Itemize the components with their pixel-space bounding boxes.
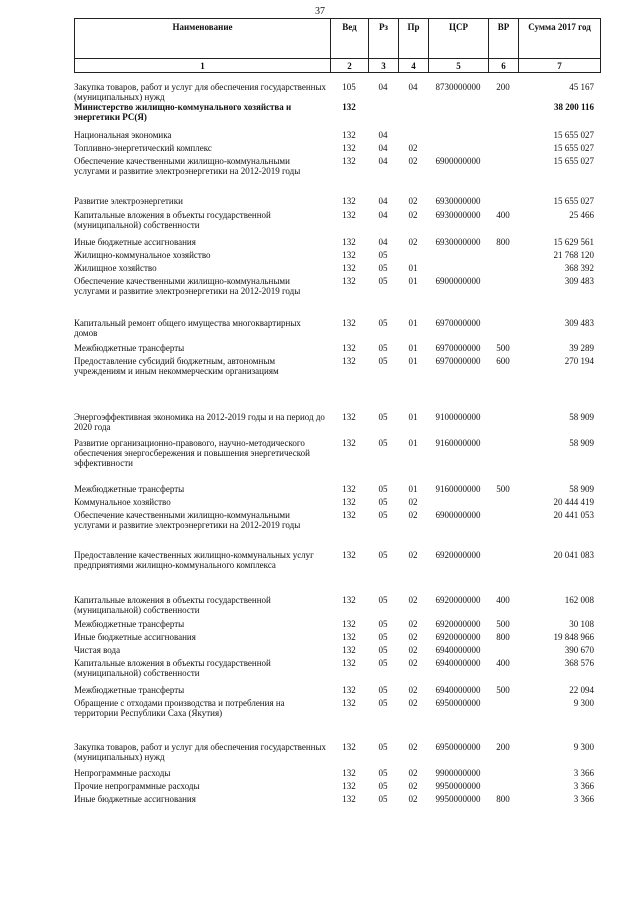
cell-name: Капитальные вложения в объекты государственной (муниципальной) собственности: [74, 595, 271, 615]
cell-vr: [488, 768, 518, 781]
cell-rz: 05: [378, 510, 388, 520]
cell-sum: 309 483: [564, 276, 594, 286]
cell-csr: 6940000000: [435, 685, 481, 695]
cell-vr: [488, 143, 518, 156]
cell-ved: 105: [342, 82, 356, 92]
cell-vr: [488, 263, 518, 276]
table-row: [74, 263, 600, 276]
table-row: [74, 130, 600, 143]
cell-name: Жилищное хозяйство: [74, 263, 157, 273]
cell-csr: 9900000000: [435, 768, 481, 778]
header-num: 2: [331, 59, 369, 73]
table-row: [74, 742, 600, 768]
cell-sum: 15 655 027: [553, 196, 594, 206]
cell-name: Национальная экономика: [74, 130, 172, 140]
cell-name: Обеспечение качественными жилищно-коммунальными услугами и развитие электроэнергетики на 2012-2019 годы: [74, 156, 301, 176]
cell-csr: [428, 102, 488, 130]
cell-ved: 132: [342, 595, 356, 605]
cell-ved: 132: [342, 632, 356, 642]
cell-ved: 132: [342, 343, 356, 353]
cell-sum: 58 909: [569, 412, 594, 422]
cell-csr: 9100000000: [435, 412, 481, 422]
cell-vr: [488, 438, 518, 484]
table-row: [74, 595, 600, 619]
cell-csr: 6930000000: [435, 237, 481, 247]
cell-pr: [398, 250, 428, 263]
cell-name: Развитие организационно-правового, научно-методического обеспечения энергосбережения и повышения энергетической эффективности: [74, 438, 310, 468]
cell-rz: 05: [378, 794, 388, 804]
cell-sum: 58 909: [569, 438, 594, 448]
cell-csr: 6930000000: [435, 210, 481, 220]
cell-rz: 05: [378, 438, 388, 448]
cell-vr: 500: [496, 619, 510, 629]
cell-ved: 132: [342, 412, 356, 422]
cell-pr: 02: [408, 742, 418, 752]
cell-pr: [398, 102, 428, 130]
table-header: [74, 18, 601, 73]
table-row: [74, 210, 600, 237]
cell-csr: 6920000000: [435, 632, 481, 642]
table-row: [74, 484, 600, 497]
cell-vr: 500: [496, 685, 510, 695]
table-row: [74, 143, 600, 156]
cell-ved: 132: [342, 356, 356, 366]
cell-vr: 400: [496, 210, 510, 220]
cell-pr: 01: [408, 356, 418, 366]
cell-rz: 04: [378, 130, 388, 140]
cell-csr: 6920000000: [435, 595, 481, 605]
table-row: [74, 196, 600, 210]
cell-rz: 05: [378, 685, 388, 695]
cell-ved: 132: [342, 619, 356, 629]
cell-name: Капитальные вложения в объекты государственной (муниципальной) собственности: [74, 658, 271, 678]
table-row: [74, 343, 600, 356]
cell-ved: 132: [342, 438, 356, 448]
cell-name: Жилищно-коммунальное хозяйство: [74, 250, 211, 260]
cell-sum: 58 909: [569, 484, 594, 494]
header-sum: Сумма 2017 год: [519, 19, 601, 59]
cell-ved: 132: [342, 768, 356, 778]
cell-pr: 02: [408, 768, 418, 778]
header-num: 3: [369, 59, 399, 73]
cell-ved: 132: [342, 794, 356, 804]
cell-rz: 05: [378, 658, 388, 668]
cell-vr: 400: [496, 658, 510, 668]
cell-sum: 15 655 027: [553, 156, 594, 166]
cell-rz: 05: [378, 698, 388, 708]
table-row: [74, 658, 600, 685]
cell-sum: 20 441 053: [553, 510, 594, 520]
cell-name: Капитальный ремонт общего имущества многоквартирных домов: [74, 318, 301, 338]
table-row: [74, 768, 600, 781]
cell-csr: [428, 250, 488, 263]
cell-csr: 6900000000: [435, 510, 481, 520]
cell-sum: 368 576: [564, 658, 594, 668]
cell-sum: 25 466: [569, 210, 594, 220]
cell-pr: 02: [408, 698, 418, 708]
cell-csr: [428, 130, 488, 143]
cell-ved: 132: [342, 143, 356, 153]
cell-rz: 05: [378, 632, 388, 642]
cell-name: Межбюджетные трансферты: [74, 685, 185, 695]
header-num: 7: [519, 59, 601, 73]
cell-name: Иные бюджетные ассигнования: [74, 794, 196, 804]
cell-vr: 800: [496, 794, 510, 804]
cell-csr: 6930000000: [435, 196, 481, 206]
cell-sum: 20 444 419: [553, 497, 594, 507]
cell-pr: 02: [408, 685, 418, 695]
cell-name: Закупка товаров, работ и услуг для обеспечения государственных (муниципальных) нужд: [74, 742, 327, 762]
cell-csr: 6970000000: [435, 343, 481, 353]
cell-rz: 04: [378, 143, 388, 153]
cell-name: Энергоэффективная экономика на 2012-2019 годы и на период до 2020 года: [74, 412, 325, 432]
cell-ved: 132: [342, 250, 356, 260]
cell-ved: 132: [342, 510, 356, 520]
header-num: 6: [489, 59, 519, 73]
cell-vr: [488, 781, 518, 794]
cell-csr: 6970000000: [435, 318, 481, 328]
cell-vr: [488, 130, 518, 143]
cell-name: Коммунальное хозяйство: [74, 497, 171, 507]
table-row: [74, 632, 600, 645]
header-csr: ЦСР: [429, 19, 489, 59]
header-pr: Пр: [399, 19, 429, 59]
cell-csr: 6950000000: [435, 742, 481, 752]
header-num: 5: [429, 59, 489, 73]
cell-pr: [398, 130, 428, 143]
table-row: [74, 510, 600, 550]
cell-pr: 02: [408, 497, 418, 507]
cell-pr: 02: [408, 550, 418, 560]
table-row: [74, 781, 600, 794]
cell-pr: 01: [408, 276, 418, 286]
cell-rz: 05: [378, 619, 388, 629]
cell-ved: 132: [342, 550, 356, 560]
cell-sum: 3 366: [573, 768, 594, 778]
cell-pr: 04: [408, 82, 418, 92]
cell-sum: 368 392: [564, 263, 594, 273]
cell-name: Капитальные вложения в объекты государственной (муниципальной) собственности: [74, 210, 271, 230]
cell-rz: 04: [378, 196, 388, 206]
cell-vr: [488, 156, 518, 196]
cell-ved: 132: [342, 645, 356, 655]
cell-rz: 05: [378, 356, 388, 366]
cell-csr: 6940000000: [435, 645, 481, 655]
cell-pr: 02: [408, 794, 418, 804]
cell-vr: [488, 645, 518, 658]
cell-sum: 9 300: [573, 698, 594, 708]
cell-csr: 9950000000: [435, 781, 481, 791]
cell-rz: 05: [378, 781, 388, 791]
cell-vr: [488, 250, 518, 263]
cell-name: Закупка товаров, работ и услуг для обеспечения государственных (муниципальных) нужд: [74, 82, 327, 102]
cell-csr: 6920000000: [435, 619, 481, 629]
cell-sum: 20 041 083: [553, 550, 594, 560]
cell-name: Непрограммные расходы: [74, 768, 171, 778]
cell-vr: 500: [496, 484, 510, 494]
cell-pr: 01: [408, 412, 418, 422]
cell-csr: 6900000000: [435, 156, 481, 166]
table-body: [74, 82, 600, 807]
cell-ved: 132: [342, 658, 356, 668]
cell-rz: 05: [378, 497, 388, 507]
cell-ved: 132: [342, 781, 356, 791]
cell-vr: [488, 276, 518, 318]
table-row: [74, 438, 600, 484]
cell-name: Предоставление качественных жилищно-коммунальных услуг предприятиями жилищно-коммунального комплекса: [74, 550, 314, 570]
cell-pr: 02: [408, 645, 418, 655]
cell-rz: 05: [378, 250, 388, 260]
table-row: [74, 82, 600, 102]
cell-sum: 309 483: [564, 318, 594, 328]
cell-pr: 02: [408, 632, 418, 642]
cell-sum: 3 366: [573, 781, 594, 791]
table-row: [74, 645, 600, 658]
page-number: 37: [315, 6, 325, 17]
cell-ved: 132: [342, 237, 356, 247]
cell-rz: 05: [378, 263, 388, 273]
table-row: [74, 685, 600, 698]
cell-ved: 132: [342, 210, 356, 220]
cell-ved: 132: [342, 698, 356, 708]
cell-name: Межбюджетные трансферты: [74, 343, 185, 353]
cell-csr: 8730000000: [435, 82, 481, 92]
table-row: [74, 412, 600, 438]
cell-name: Предоставление субсидий бюджетным, автономным учреждениям и иным некоммерческим организациям: [74, 356, 279, 376]
cell-vr: [488, 497, 518, 510]
cell-ved: 132: [342, 196, 356, 206]
cell-sum: 15 655 027: [553, 130, 594, 140]
cell-sum: 162 008: [564, 595, 594, 605]
cell-pr: 02: [408, 143, 418, 153]
cell-rz: 05: [378, 595, 388, 605]
cell-csr: 9950000000: [435, 794, 481, 804]
cell-sum: 21 768 120: [553, 250, 594, 260]
cell-vr: 200: [496, 742, 510, 752]
header-rz: Рз: [369, 19, 399, 59]
cell-vr: 800: [496, 237, 510, 247]
cell-name: Чистая вода: [74, 645, 121, 655]
table-row: [74, 356, 600, 412]
header-name: Наименование: [75, 19, 331, 59]
table-row: [74, 318, 600, 343]
cell-name: Министерство жилищно-коммунального хозяйства и энергетики РС(Я): [74, 102, 292, 122]
cell-csr: [428, 497, 488, 510]
cell-name: Обращение с отходами производства и потребления на территории Республики Саха (Якутия): [74, 698, 285, 718]
cell-rz: 05: [378, 768, 388, 778]
cell-csr: [428, 263, 488, 276]
cell-rz: 05: [378, 484, 388, 494]
header-vr: ВР: [489, 19, 519, 59]
cell-sum: 30 108: [569, 619, 594, 629]
cell-csr: 6970000000: [435, 356, 481, 366]
cell-ved: 132: [342, 497, 356, 507]
cell-vr: 800: [496, 632, 510, 642]
cell-pr: 01: [408, 438, 418, 448]
cell-vr: 400: [496, 595, 510, 605]
table-row: [74, 237, 600, 250]
cell-pr: 01: [408, 318, 418, 328]
cell-name: Обеспечение качественными жилищно-коммунальными услугами и развитие электроэнергетики на 2012-2019 годы: [74, 276, 301, 296]
cell-csr: 9160000000: [435, 484, 481, 494]
cell-ved: 132: [342, 484, 356, 494]
cell-sum: 39 289: [569, 343, 594, 353]
cell-rz: 05: [378, 742, 388, 752]
cell-csr: 6940000000: [435, 658, 481, 668]
cell-name: Иные бюджетные ассигнования: [74, 237, 196, 247]
cell-name: Обеспечение качественными жилищно-коммунальными услугами и развитие электроэнергетики на 2012-2019 годы: [74, 510, 301, 530]
cell-ved: 132: [342, 276, 356, 286]
table-row: [74, 619, 600, 632]
cell-vr: 500: [496, 343, 510, 353]
cell-name: Межбюджетные трансферты: [74, 619, 185, 629]
cell-rz: 05: [378, 645, 388, 655]
cell-ved: 132: [342, 263, 356, 273]
table-row: [74, 698, 600, 742]
cell-sum: 15 629 561: [553, 237, 594, 247]
cell-sum: 45 167: [569, 82, 594, 92]
cell-csr: 6920000000: [435, 550, 481, 560]
cell-rz: 04: [378, 237, 388, 247]
table-row: [74, 250, 600, 263]
cell-pr: 02: [408, 156, 418, 166]
table-row: [74, 156, 600, 196]
cell-pr: 02: [408, 196, 418, 206]
cell-csr: 6900000000: [435, 276, 481, 286]
cell-name: Иные бюджетные ассигнования: [74, 632, 196, 642]
cell-pr: 02: [408, 510, 418, 520]
cell-ved: 132: [342, 318, 356, 328]
cell-csr: [428, 143, 488, 156]
cell-pr: 02: [408, 595, 418, 605]
cell-rz: 05: [378, 318, 388, 328]
header-num: 1: [75, 59, 331, 73]
cell-vr: [488, 550, 518, 595]
cell-pr: 01: [408, 484, 418, 494]
cell-sum: 22 094: [569, 685, 594, 695]
cell-vr: [488, 510, 518, 550]
cell-pr: 02: [408, 619, 418, 629]
cell-vr: [488, 412, 518, 438]
cell-sum: 15 655 027: [553, 143, 594, 153]
cell-pr: 02: [408, 237, 418, 247]
cell-vr: [488, 102, 518, 130]
cell-rz: 05: [378, 343, 388, 353]
cell-vr: [488, 196, 518, 210]
cell-csr: 9160000000: [435, 438, 481, 448]
cell-rz: 05: [378, 412, 388, 422]
cell-sum: 270 194: [564, 356, 594, 366]
cell-vr: 200: [496, 82, 510, 92]
cell-name: Топливно-энергетический комплекс: [74, 143, 212, 153]
cell-pr: 01: [408, 263, 418, 273]
cell-sum: 38 200 116: [553, 102, 594, 112]
cell-sum: 3 366: [573, 794, 594, 804]
cell-rz: 04: [378, 210, 388, 220]
cell-rz: [368, 102, 398, 130]
cell-pr: 02: [408, 658, 418, 668]
cell-ved: 132: [342, 130, 356, 140]
cell-pr: 02: [408, 210, 418, 220]
cell-ved: 132: [342, 685, 356, 695]
cell-vr: 600: [496, 356, 510, 366]
cell-pr: 01: [408, 343, 418, 353]
table-row: [74, 276, 600, 318]
cell-rz: 04: [378, 82, 388, 92]
cell-ved: 132: [342, 742, 356, 752]
table-row: [74, 794, 600, 807]
cell-name: Прочие непрограммные расходы: [74, 781, 200, 791]
cell-sum: 9 300: [573, 742, 594, 752]
cell-sum: 19 848 966: [553, 632, 594, 642]
cell-name: Развитие электроэнергетики: [74, 196, 183, 206]
cell-vr: [488, 318, 518, 343]
header-ved: Вед: [331, 19, 369, 59]
cell-ved: 132: [342, 102, 356, 112]
header-num: 4: [399, 59, 429, 73]
cell-name: Межбюджетные трансферты: [74, 484, 185, 494]
cell-csr: 6950000000: [435, 698, 481, 708]
cell-pr: 02: [408, 781, 418, 791]
cell-rz: 04: [378, 156, 388, 166]
table-row: [74, 550, 600, 595]
cell-vr: [488, 698, 518, 742]
table-row: [74, 102, 600, 130]
cell-sum: 390 670: [564, 645, 594, 655]
cell-ved: 132: [342, 156, 356, 166]
table-row: [74, 497, 600, 510]
cell-rz: 05: [378, 550, 388, 560]
cell-rz: 05: [378, 276, 388, 286]
